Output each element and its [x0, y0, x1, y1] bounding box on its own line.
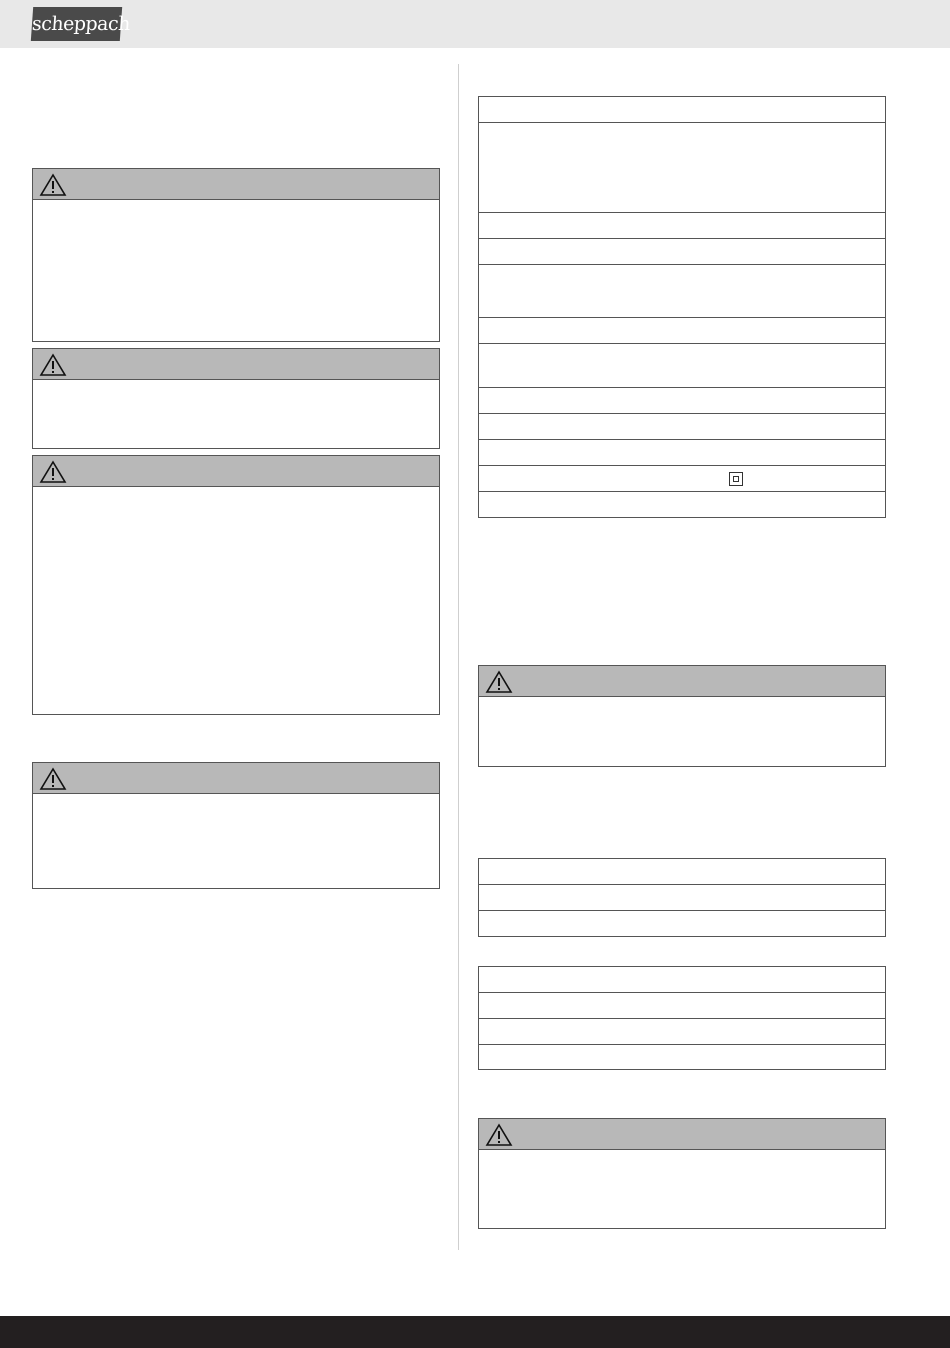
warning-box-5: [478, 665, 886, 767]
table-row: [479, 1019, 885, 1045]
table-row: [479, 492, 885, 517]
footer-bar: [0, 1316, 950, 1348]
warning-triangle-icon: [39, 353, 67, 377]
vibration-values-table: [478, 966, 886, 1070]
warning-box-2: [32, 348, 440, 449]
warning-box-1: [32, 168, 440, 342]
table-row: [479, 344, 885, 388]
warning-box-6: [478, 1118, 886, 1229]
warning-box-header: [33, 169, 439, 200]
warning-triangle-icon: [485, 670, 513, 694]
warning-box-header: [33, 763, 439, 794]
protection-class-ii-icon: [729, 472, 743, 486]
warning-triangle-icon: [39, 173, 67, 197]
warning-box-4: [32, 762, 440, 889]
warning-triangle-icon: [39, 460, 67, 484]
warning-triangle-icon: [485, 1123, 513, 1147]
warning-box-header: [479, 666, 885, 697]
header-bar: [0, 0, 950, 48]
table-row: [479, 97, 885, 123]
table-row: [479, 466, 885, 492]
table-row: [479, 414, 885, 440]
table-row: [479, 265, 885, 318]
table-row: [479, 911, 885, 936]
noise-values-table: [478, 858, 886, 937]
table-row: [479, 967, 885, 993]
table-row: [479, 123, 885, 213]
table-row: [479, 388, 885, 414]
table-row: [479, 859, 885, 885]
table-row: [479, 318, 885, 344]
column-divider: [458, 64, 459, 1250]
table-row: [479, 1045, 885, 1069]
warning-box-3: [32, 455, 440, 715]
warning-box-header: [33, 349, 439, 380]
table-row: [479, 213, 885, 239]
technical-data-table: [478, 96, 886, 518]
table-row: [479, 885, 885, 911]
table-row: [479, 440, 885, 466]
table-row: [479, 239, 885, 265]
warning-box-header: [479, 1119, 885, 1150]
warning-triangle-icon: [39, 767, 67, 791]
table-row: [479, 993, 885, 1019]
brand-logo: scheppach: [31, 7, 122, 41]
warning-box-header: [33, 456, 439, 487]
